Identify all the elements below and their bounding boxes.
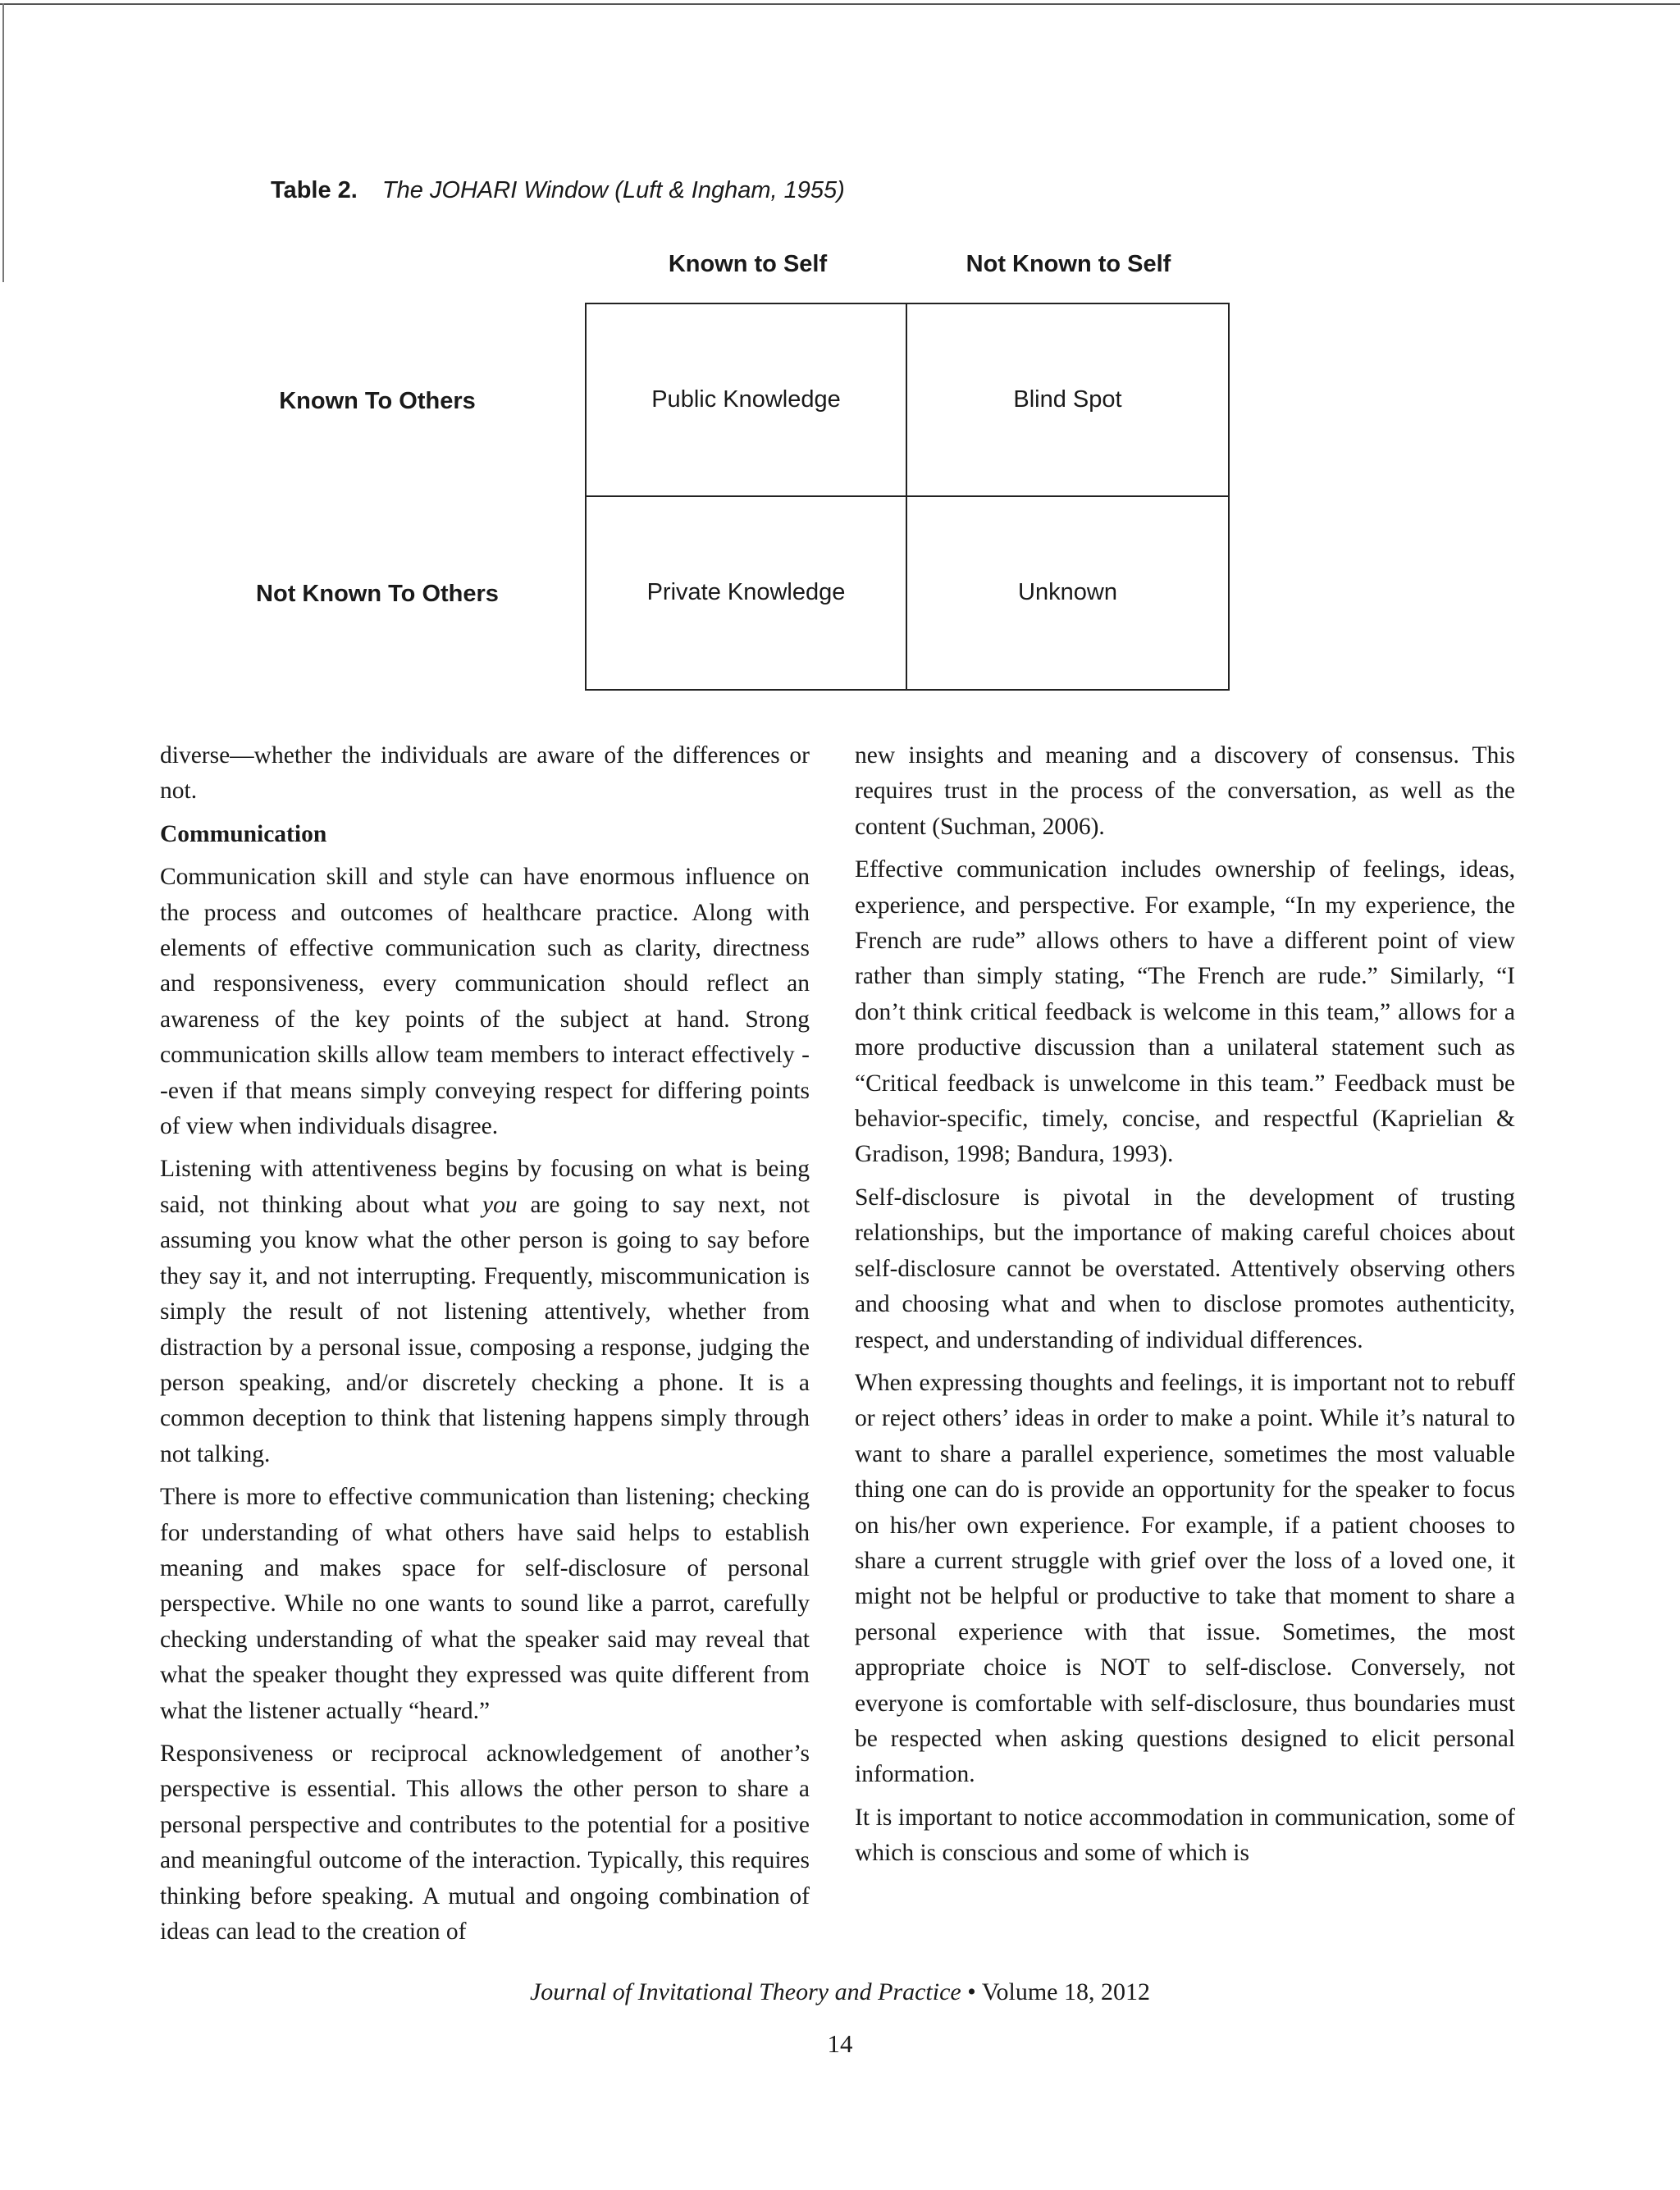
- table-caption-label: Table 2.: [271, 177, 358, 203]
- paragraph: Communication skill and style can have enormous influence on the process and outcomes of healthcare practice. Along with elements of effective communication such as clarity, directness and responsiveness, every communication should reflect an awareness of the key points of the subject at hand. Strong communication skills allow team members to interact effectively --even if that means simply conveying respect for differing points of view when individuals disagree.: [160, 864, 810, 1140]
- paragraph: Effective communication includes ownership of feelings, ideas, experience, and perspective. For example, “In my experience, the French are rude” allows others to have a different point of view rather than simply stating, “The French are rude.” Similarly, “I don’t think critical feedback is welcome in this team,” allows for a more productive discussion than a unilateral statement such as “Critical feedback is unwelcome in this team.” Feedback must be behavior-specific, timely, concise, and respectful (Kaprielian & Gradison, 1998; Bandura, 1993).: [855, 856, 1515, 1168]
- journal-volume: Volume 18, 2012: [981, 1978, 1151, 2005]
- journal-name: Journal of Invitational Theory and Practice: [529, 1978, 961, 2005]
- bullet-separator: •: [967, 1978, 976, 2005]
- journal-footer: [0, 1978, 1680, 2006]
- paragraph: It is important to notice accommodation in communication, some of which is conscious and some of which is: [855, 1804, 1515, 1867]
- right-text-column: [855, 738, 1515, 1879]
- table-caption: [271, 177, 845, 204]
- table-caption-title: The JOHARI Window (Luft & Ingham, 1955): [381, 177, 845, 203]
- row-header-not-known-to-others: Not Known To Others: [256, 581, 499, 607]
- col-header-known-to-self: Known to Self: [668, 251, 828, 277]
- paragraph-text: are going to say next, not assuming you know what the other person is going to say before they say it, and not interrupting. Frequently, miscommunication is simply the result of not listening attentively, whether from distraction by a personal issue, composing a response, judging the person speaking, and/or discretely checking a phone. It is a common deception to think that listening happens simply through not talking.: [160, 1191, 810, 1467]
- paragraph-text: Listening with attentiveness begins by focusing on what is being said, not thinking about what: [160, 1156, 810, 1218]
- emphasis-text: you: [482, 1191, 518, 1218]
- left-text-column: [160, 738, 810, 1957]
- paragraph: Responsiveness or reciprocal acknowledgement of another’s perspective is essential. This allows the other person to share a personal perspective and contributes to the potential for a positive and meaningful outcome of the interaction. Typically, this requires thinking before speaking. A mutual and ongoing combination of ideas can lead to the creation of: [160, 1740, 810, 1945]
- paragraph: new insights and meaning and a discovery of consensus. This requires trust in the process of the conversation, as well as the content (Suchman, 2006).: [855, 742, 1515, 840]
- cell-unknown: Unknown: [1018, 579, 1117, 606]
- cell-private-knowledge: Private Knowledge: [587, 497, 907, 690]
- paragraph: When expressing thoughts and feelings, it is important not to rebuff or reject others’ ideas in order to make a point. While it’s natural to want to share a parallel experience, sometimes the most valuable thing one can do is provide an opportunity for the speaker to focus on his/her own experience. For example, if a patient chooses to share a current struggle with grief over the loss of a loved one, it might not be helpful or productive to take that moment to share a personal experience with that issue. Sometimes, the most appropriate choice is NOT to self-disclose. Conversely, not everyone is comfortable with self-disclosure, thus boundaries must be respected when asking questions designed to elicit personal information.: [855, 1369, 1515, 1788]
- section-heading: Communication: [160, 820, 327, 847]
- paragraph: [160, 1152, 810, 1472]
- cell-public-knowledge: Public Knowledge: [587, 304, 907, 497]
- johari-window-table: [585, 303, 1230, 691]
- paragraph: diverse—whether the individuals are aware of the differences or not.: [160, 742, 810, 805]
- paragraph: Self-disclosure is pivotal in the development of trusting relationships, but the importance of making careful choices about self-disclosure cannot be overstated. Attentively observing others and choosing what and when to disclose promotes authenticity, respect, and understanding of individual differences.: [855, 1184, 1515, 1353]
- page-number: 14: [827, 2029, 853, 2058]
- page-top-rule: [0, 3, 1680, 5]
- row-header-known-to-others: Known To Others: [279, 388, 476, 414]
- paragraph: There is more to effective communication than listening; checking for understanding of what others have said helps to establish meaning and makes space for self-disclosure of personal perspective. While no one wants to sound like a parrot, carefully checking understanding of what the speaker said may reveal that what the speaker thought they expressed was quite different from what the listener actually “heard.”: [160, 1484, 810, 1724]
- cell-blind-spot: Blind Spot: [907, 304, 1228, 497]
- col-header-not-known-to-self: Not Known to Self: [966, 251, 1171, 277]
- page-left-rule: [2, 3, 4, 282]
